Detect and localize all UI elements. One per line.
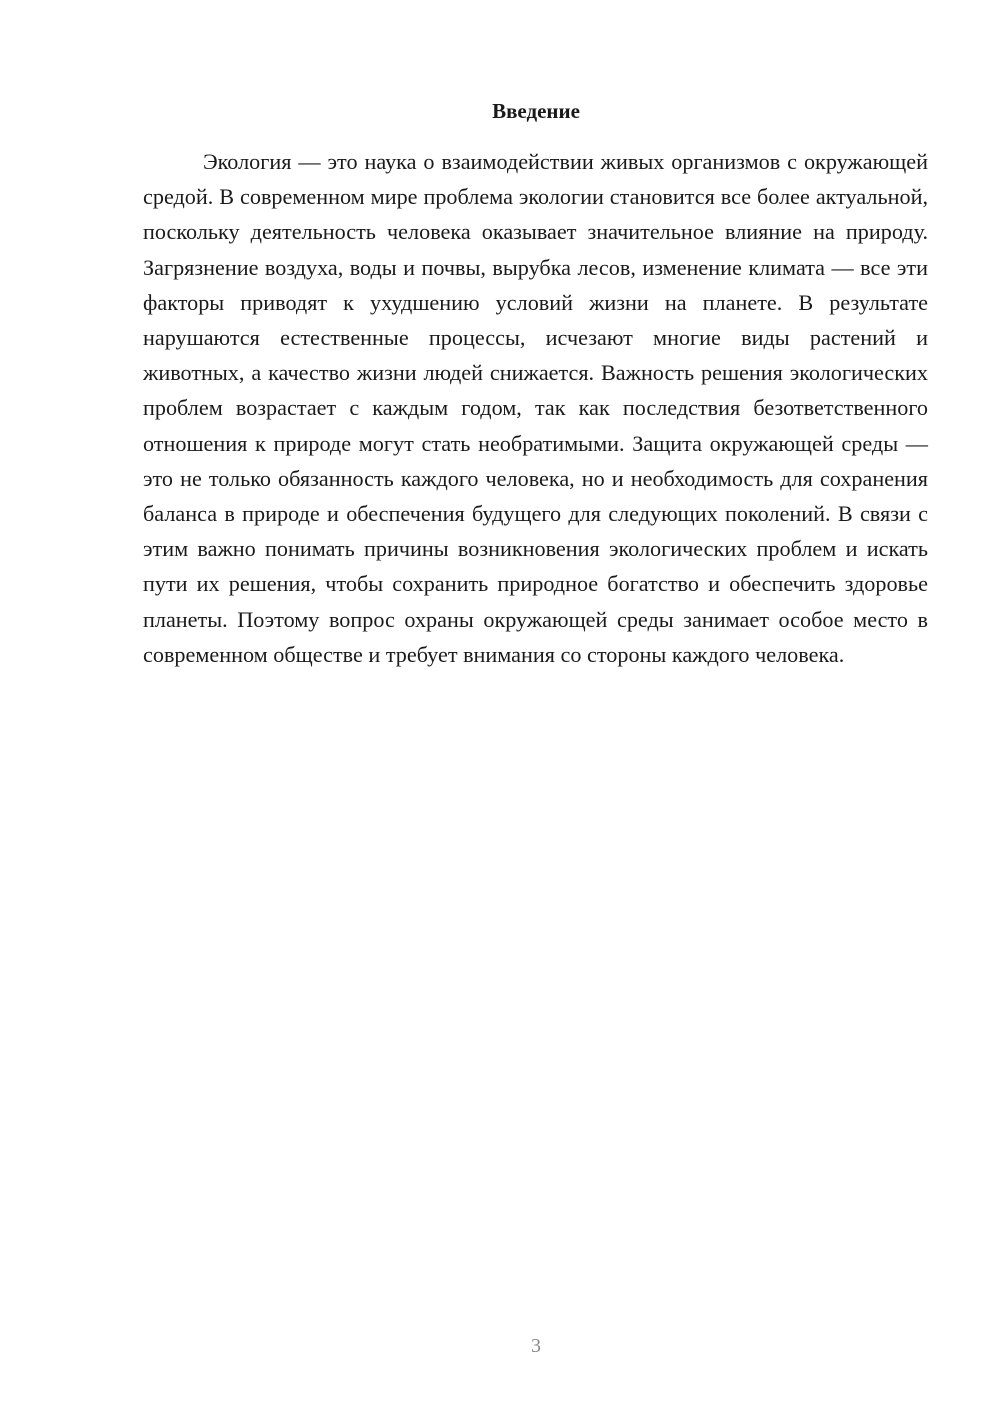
page-number: 3 [531, 1335, 541, 1357]
body-paragraph: Экология — это наука о взаимодействии живых организмов с окружающей средой. В современном мире проблема экологии становится все более актуальной, поскольку деятельность человека оказывает значительное влияние на природу. Загрязнение воздуха, воды и почвы, вырубка лесов, изменение климата — все эти факторы приводят к ухудшению условий жизни на планете. В результате нарушаются естественные процессы, исчезают многие виды растений и животных, а качество жизни людей снижается. Важность решения экологических проблем возрастает с каждым годом, так как последствия безответственного отношения к природе могут стать необратимыми. Защита окружающей среды — это не только обязанность каждого человека, но и необходимость для сохранения баланса в природе и обеспечения будущего для следующих поколений. В связи с этим важно понимать причины возникновения экологических проблем и искать пути их решения, чтобы сохранить природное богатство и обеспечить здоровье планеты. Поэтому вопрос охраны окружающей среды занимает особое место в современном обществе и требует внимания со стороны каждого человека. [143, 149, 928, 667]
section-heading: Введение [492, 99, 580, 123]
